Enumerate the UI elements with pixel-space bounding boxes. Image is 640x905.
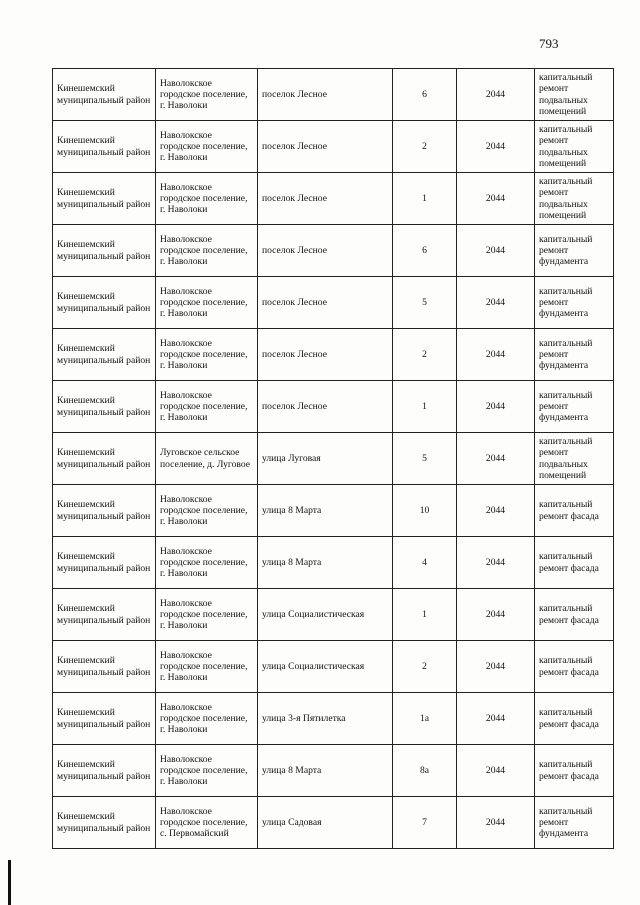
- work-type-cell: капитальный ремонт фундамента: [535, 225, 614, 277]
- table-row: [53, 121, 614, 173]
- settlement-cell: Наволокское городское поселение, г. Наволоки: [156, 277, 258, 329]
- work-type-cell: капитальный ремонт подвальных помещений: [535, 69, 614, 121]
- table-row: [53, 485, 614, 537]
- settlement-cell: Наволокское городское поселение, г. Наволоки: [156, 381, 258, 433]
- street-cell: улица Социалистическая: [258, 589, 393, 641]
- district-cell: Кинешемский муниципальный район: [53, 485, 156, 537]
- district-cell: Кинешемский муниципальный район: [53, 589, 156, 641]
- table-row: [53, 641, 614, 693]
- settlement-cell: Наволокское городское поселение, г. Наволоки: [156, 589, 258, 641]
- district-cell: Кинешемский муниципальный район: [53, 329, 156, 381]
- settlement-cell: Наволокское городское поселение, г. Наволоки: [156, 693, 258, 745]
- street-cell: улица 8 Марта: [258, 485, 393, 537]
- district-cell: Кинешемский муниципальный район: [53, 745, 156, 797]
- year-cell: 2044: [457, 381, 535, 433]
- year-cell: 2044: [457, 485, 535, 537]
- year-cell: 2044: [457, 173, 535, 225]
- settlement-cell: Наволокское городское поселение, г. Наволоки: [156, 537, 258, 589]
- work-type-cell: капитальный ремонт фасада: [535, 693, 614, 745]
- district-cell: Кинешемский муниципальный район: [53, 69, 156, 121]
- table-row: [53, 173, 614, 225]
- settlement-cell: Наволокское городское поселение, г. Наволоки: [156, 745, 258, 797]
- house-number-cell: 1: [393, 589, 457, 641]
- settlement-cell: Наволокское городское поселение, с. Первомайский: [156, 797, 258, 849]
- work-type-cell: капитальный ремонт фасада: [535, 589, 614, 641]
- work-type-cell: капитальный ремонт фундамента: [535, 329, 614, 381]
- year-cell: 2044: [457, 277, 535, 329]
- street-cell: улица Садовая: [258, 797, 393, 849]
- street-cell: улица 3-я Пятилетка: [258, 693, 393, 745]
- year-cell: 2044: [457, 745, 535, 797]
- house-number-cell: 6: [393, 69, 457, 121]
- street-cell: улица 8 Марта: [258, 745, 393, 797]
- street-cell: улица Социалистическая: [258, 641, 393, 693]
- table-row: [53, 225, 614, 277]
- table-row: [53, 329, 614, 381]
- work-type-cell: капитальный ремонт фундамента: [535, 277, 614, 329]
- district-cell: Кинешемский муниципальный район: [53, 537, 156, 589]
- repair-schedule-table: [52, 68, 614, 849]
- year-cell: 2044: [457, 225, 535, 277]
- table-row: [53, 381, 614, 433]
- district-cell: Кинешемский муниципальный район: [53, 225, 156, 277]
- settlement-cell: Луговское сельское поселение, д. Луговое: [156, 433, 258, 485]
- street-cell: поселок Лесное: [258, 277, 393, 329]
- street-cell: поселок Лесное: [258, 69, 393, 121]
- year-cell: 2044: [457, 537, 535, 589]
- house-number-cell: 1: [393, 381, 457, 433]
- house-number-cell: 6: [393, 225, 457, 277]
- district-cell: Кинешемский муниципальный район: [53, 277, 156, 329]
- street-cell: поселок Лесное: [258, 121, 393, 173]
- work-type-cell: капитальный ремонт фасада: [535, 641, 614, 693]
- table-row: [53, 433, 614, 485]
- street-cell: поселок Лесное: [258, 225, 393, 277]
- settlement-cell: Наволокское городское поселение, г. Наволоки: [156, 329, 258, 381]
- house-number-cell: 8а: [393, 745, 457, 797]
- work-type-cell: капитальный ремонт фундамента: [535, 381, 614, 433]
- settlement-cell: Наволокское городское поселение, г. Наволоки: [156, 173, 258, 225]
- house-number-cell: 2: [393, 641, 457, 693]
- settlement-cell: Наволокское городское поселение, г. Наволоки: [156, 69, 258, 121]
- table-row: [53, 537, 614, 589]
- house-number-cell: 1: [393, 173, 457, 225]
- table-row: [53, 589, 614, 641]
- table-row: [53, 69, 614, 121]
- district-cell: Кинешемский муниципальный район: [53, 641, 156, 693]
- year-cell: 2044: [457, 589, 535, 641]
- settlement-cell: Наволокское городское поселение, г. Наволоки: [156, 485, 258, 537]
- street-cell: улица 8 Марта: [258, 537, 393, 589]
- work-type-cell: капитальный ремонт фасада: [535, 485, 614, 537]
- year-cell: 2044: [457, 69, 535, 121]
- house-number-cell: 5: [393, 277, 457, 329]
- house-number-cell: 4: [393, 537, 457, 589]
- street-cell: поселок Лесное: [258, 173, 393, 225]
- work-type-cell: капитальный ремонт подвальных помещений: [535, 433, 614, 485]
- settlement-cell: Наволокское городское поселение, г. Наволоки: [156, 121, 258, 173]
- page-number: 793: [539, 36, 559, 51]
- street-cell: улица Луговая: [258, 433, 393, 485]
- work-type-cell: капитальный ремонт подвальных помещений: [535, 173, 614, 225]
- work-type-cell: капитальный ремонт фасада: [535, 537, 614, 589]
- settlement-cell: Наволокское городское поселение, г. Наволоки: [156, 225, 258, 277]
- settlement-cell: Наволокское городское поселение, г. Наволоки: [156, 641, 258, 693]
- house-number-cell: 7: [393, 797, 457, 849]
- year-cell: 2044: [457, 641, 535, 693]
- street-cell: поселок Лесное: [258, 329, 393, 381]
- year-cell: 2044: [457, 797, 535, 849]
- table-row: [53, 797, 614, 849]
- street-cell: поселок Лесное: [258, 381, 393, 433]
- year-cell: 2044: [457, 121, 535, 173]
- house-number-cell: 10: [393, 485, 457, 537]
- table-row: [53, 745, 614, 797]
- district-cell: Кинешемский муниципальный район: [53, 173, 156, 225]
- house-number-cell: 5: [393, 433, 457, 485]
- district-cell: Кинешемский муниципальный район: [53, 381, 156, 433]
- table-row: [53, 693, 614, 745]
- year-cell: 2044: [457, 329, 535, 381]
- table-row: [53, 277, 614, 329]
- district-cell: Кинешемский муниципальный район: [53, 433, 156, 485]
- year-cell: 2044: [457, 693, 535, 745]
- work-type-cell: капитальный ремонт подвальных помещений: [535, 121, 614, 173]
- district-cell: Кинешемский муниципальный район: [53, 121, 156, 173]
- year-cell: 2044: [457, 433, 535, 485]
- district-cell: Кинешемский муниципальный район: [53, 693, 156, 745]
- work-type-cell: капитальный ремонт фундамента: [535, 797, 614, 849]
- district-cell: Кинешемский муниципальный район: [53, 797, 156, 849]
- work-type-cell: капитальный ремонт фасада: [535, 745, 614, 797]
- house-number-cell: 2: [393, 121, 457, 173]
- house-number-cell: 1а: [393, 693, 457, 745]
- house-number-cell: 2: [393, 329, 457, 381]
- binding-mark: [8, 860, 11, 905]
- table-body: [53, 69, 614, 849]
